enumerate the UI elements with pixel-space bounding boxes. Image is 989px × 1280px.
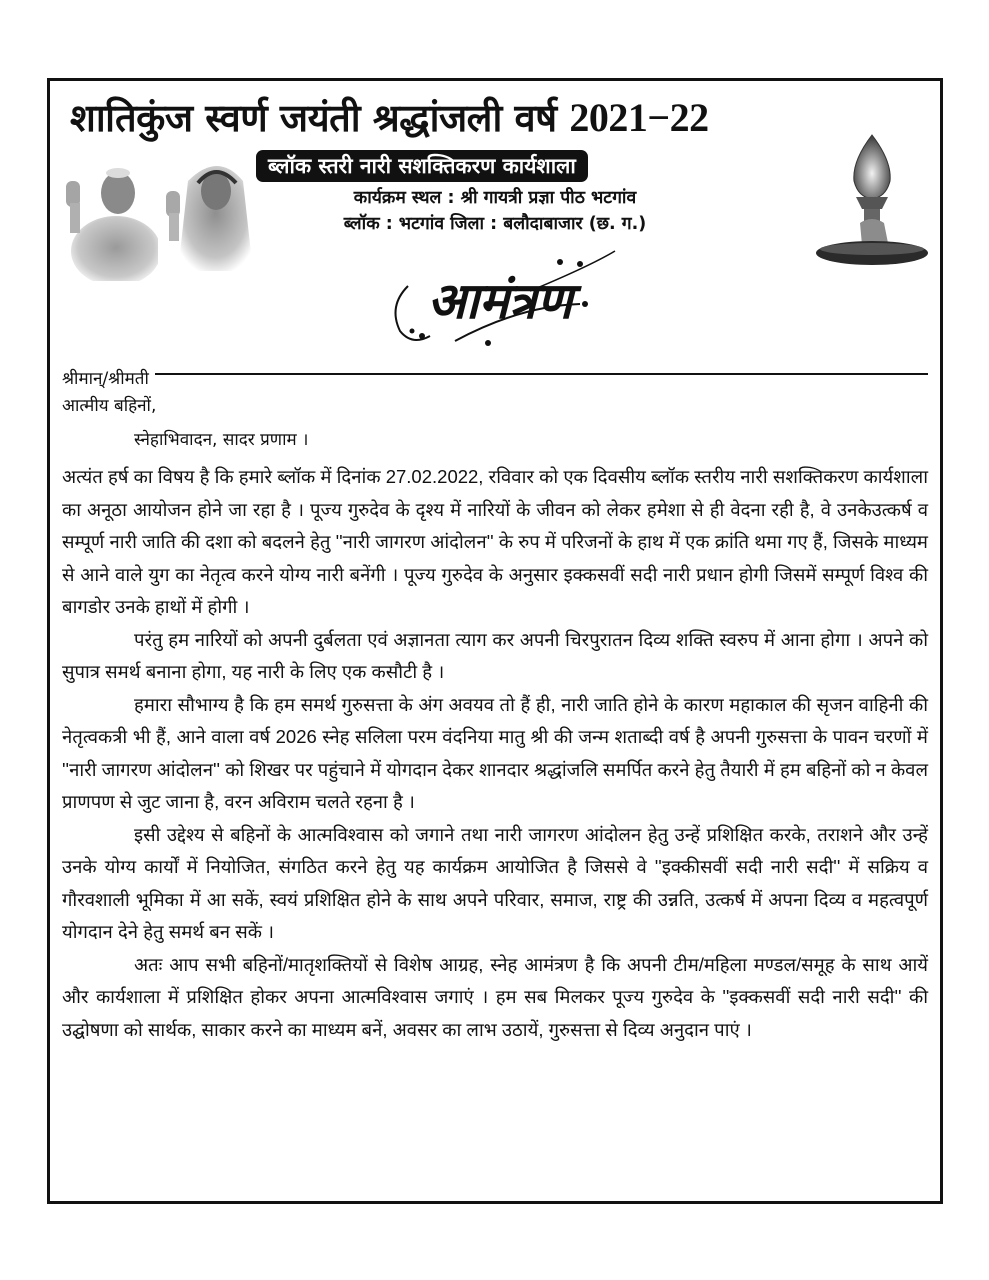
venue-block (200, 185, 790, 237)
page-title (70, 93, 930, 143)
venue-line: कार्यक्रम स्थल : श्री गायत्री प्रज्ञा पीठ भटगांव (353, 188, 637, 208)
invitation-frame (47, 78, 943, 1204)
salutation-text: स्नेहाभिवादन, सादर प्रणाम । (134, 430, 309, 450)
greeting: आत्मीय बहिनों, (62, 396, 157, 416)
salutation-block (62, 359, 928, 457)
guru-portrait-icon (58, 151, 158, 281)
paragraph: अत्यंत हर्ष का विषय है कि हमारे ब्लॉक में दिनांक 27.02.2022, रविवार को एक दिवसीय ब्लॉक स्तरीय नारी सशक्तिकरण कार्यशाला का अनूठा आयोजन होने जा रहा है । पूज्य गुरुदेव के दृश्य में नारियों के जीवन को लेकर हमेशा से ही वेदना रही है, वे उनकेउत्कर्ष व सम्पूर्ण नारी जाति की दशा को बदलने हेतु ''नारी जागरण आंदोलन'' के रुप में परिजनों के हाथ में एक क्रांति थमा गए हैं, जिसके माध्यम से आने वाले युग का नेतृत्व करने योग्य नारी बनेंगी । पूज्य गुरुदेव के अनुसार इक्कसवीं सदी नारी प्रधान होगी जिसमें सम्पूर्ण विश्व की बागडोर उनके हाथों में होगी । (62, 466, 928, 617)
title-year: 2021−22 (569, 95, 709, 140)
amantran-calligraphy (380, 246, 620, 356)
paragraph: अतः आप सभी बहिनों/मातृशक्तियों से विशेष आग्रह, स्नेह आमंत्रण है कि अपनी टीम/महिला मण्डल/समूह के साथ आयें और कार्यशाला में प्रशिक्षित होकर अपना आत्मविश्वास जगाएं । हम सब मिलकर पूज्य गुरुदेव के ''इक्कसवीं सदी नारी सदी'' की उद्घोषणा को सार्थक, साकार करने का माध्यम बनें, अवसर का लाभ उठायें, गुरुसत्ता से दिव्य अनुदान पाएं । (62, 953, 928, 1040)
addressee-line (62, 359, 928, 389)
paragraph: इसी उद्देश्य से बहिनों के आत्मविश्वास को जगाने तथा नारी जागरण आंदोलन हेतु उन्हें प्रशिक्षित करके, तराशने और उन्हें उनके योग्य कार्यों में नियोजित, संगठित करने हेतु यह कार्यक्रम आयोजित है जिससे वे ''इक्कीसवीं सदी नारी सदी'' में सक्रिय व गौरवशाली भूमिका में आ सकें, स्वयं प्रशिक्षित होने के साथ अपने परिवार, समाज, राष्ट्र की उन्नति, उत्कर्ष में अपना दिव्य व महत्वपूर्ण योगदान देने हेतु समर्थ बन सकें । (62, 823, 928, 942)
addressee-blank-rule (155, 373, 928, 375)
addressee-label: श्रीमान्/श्रीमती (62, 369, 149, 389)
amantran-text: आमंत्रण (427, 271, 573, 330)
paragraph: हमारा सौभाग्य है कि हम समर्थ गुरुसत्ता के अंग अवयव तो हैं ही, नारी जाति होने के कारण महाकाल की सृजन वाहिनी की नेतृत्वकत्री भी हैं, आने वाला वर्ष 2026 स्नेह सलिला परम वंदनिया मातु श्री की जन्म शताब्दी वर्ष है अपनी गुरुसत्ता के पावन चरणों में ''नारी जागरण आंदोलन'' को शिखर पर पहुंचाने में योगदान देकर शानदार श्रद्धांजलि समर्पित करने हेतु तैयारी में हम बहिनों को न केवल प्राणपण से जुट जाना है, वरन अविराम चलते रहना है । (62, 693, 928, 812)
torch-emblem-icon (812, 131, 932, 271)
district-line: ब्लॉक : भटगांव जिला : बलौदाबाजार (छ. ग.) (343, 214, 647, 234)
letter-body (62, 461, 928, 1046)
title-text: शातिकुंज स्वर्ण जयंती श्रद्धांजली वर्ष (70, 96, 557, 140)
workshop-badge: ब्लॉक स्तरी नारी सशक्तिकरण कार्यशाला (256, 150, 588, 182)
paragraph: परंतु हम नारियों को अपनी दुर्बलता एवं अज्ञानता त्याग कर अपनी चिरपुरातन दिव्य शक्ति स्वरुप में आना होगा । अपने को सुपात्र समर्थ बनाना होगा, यह नारी के लिए एक कसौटी है । (62, 628, 928, 682)
